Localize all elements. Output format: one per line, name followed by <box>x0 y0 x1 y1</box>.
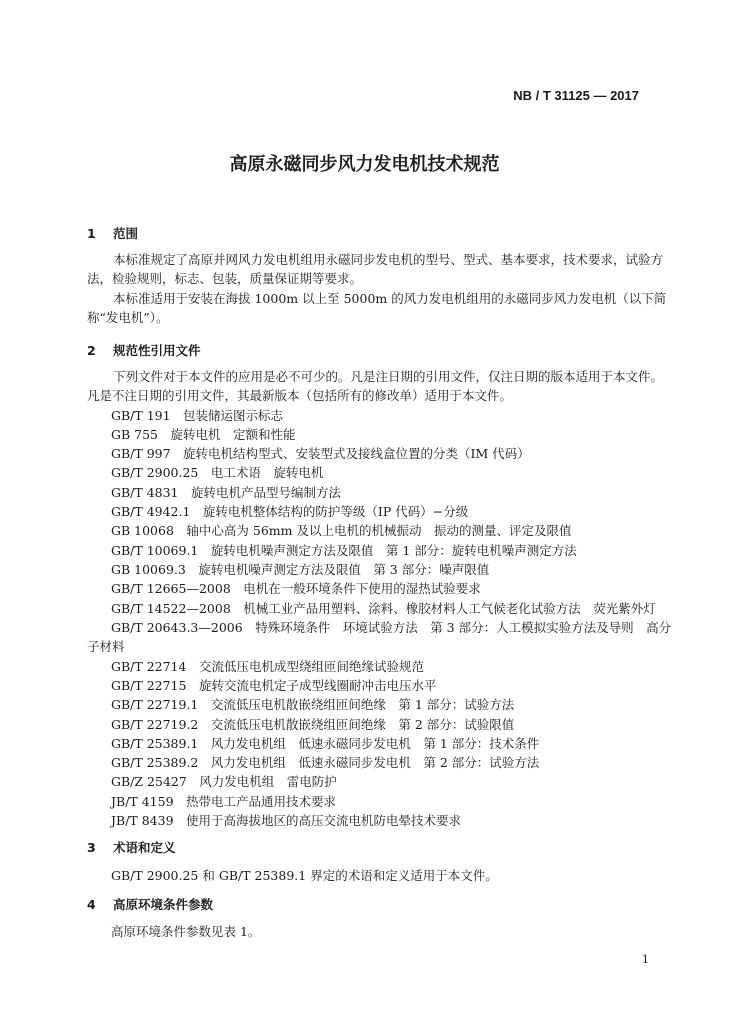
reference-item: GB/Z 25427 风力发电机组 雷电防护 <box>111 774 337 789</box>
section-2-heading <box>87 341 201 359</box>
reference-item: GB 755 旋转电机 定额和性能 <box>111 427 296 442</box>
reference-item: GB/T 25389.2 风力发电机组 低速永磁同步发电机 第 2 部分：试验方法 <box>111 755 540 770</box>
reference-item: JB/T 4159 热带电工产品通用技术要求 <box>111 794 337 809</box>
section-number: 2 <box>87 343 96 358</box>
reference-item: GB/T 2900.25 电工术语 旋转电机 <box>111 465 324 480</box>
reference-item: GB/T 14522—2008 机械工业产品用塑料、涂料、橡胶材料人工气候老化试验方法 荧光紫外灯 <box>111 601 656 616</box>
section-number: 3 <box>87 840 96 855</box>
scope-paragraph-2: 本标准适用于安装在海拔 1000m 以上至 5000m 的风力发电机组用的永磁同步风力发电机（以下简称“发电机”）。 <box>87 291 667 325</box>
reference-item: GB/T 191 包装储运图示标志 <box>111 408 284 423</box>
reference-item: GB/T 25389.1 风力发电机组 低速永磁同步发电机 第 1 部分：技术条件 <box>111 736 540 751</box>
reference-item: GB/T 22714 交流低压电机成型绕组匝间绝缘试验规范 <box>111 659 424 674</box>
reference-item: GB/T 10069.1 旋转电机噪声测定方法及限值 第 1 部分：旋转电机噪声测定方法 <box>111 543 577 558</box>
reference-item: GB/T 22719.2 交流低压电机散嵌绕组匝间绝缘 第 2 部分：试验限值 <box>111 717 515 732</box>
scope-paragraph-1: 本标准规定了高原并网风力发电机组用永磁同步发电机的型号、型式、基本要求，技术要求，试验方法，检验规则，标志、包装，质量保证期等要求。 <box>87 252 664 286</box>
terms-paragraph: GB/T 2900.25 和 GB/T 25389.1 界定的术语和定义适用于本文件。 <box>111 868 498 883</box>
references-intro: 下列文件对于本文件的应用是必不可少的。凡是注日期的引用文件，仅注日期的版本适用于本文件。凡是不注日期的引用文件，其最新版本（包括所有的修改单）适用于本文件。 <box>87 369 664 403</box>
section-title: 规范性引用文件 <box>113 343 201 358</box>
reference-item: GB/T 20643.3—2006 特殊环境条件 环境试验方法 第 3 部分：人工模拟实验方法及导则 高分 <box>111 620 672 635</box>
reference-item: GB/T 997 旋转电机结构型式、安装型式及接线盒位置的分类（IM 代码） <box>111 446 530 461</box>
reference-item: GB/T 4942.1 旋转电机整体结构的防护等级（IP 代码）−分级 <box>111 504 469 519</box>
section-title: 高原环境条件参数 <box>113 897 214 912</box>
standard-code: NB / T 31125 — 2017 <box>513 88 639 103</box>
document-title: 高原永磁同步风力发电机技术规范 <box>229 154 500 175</box>
reference-item: GB/T 12665—2008 电机在一般环境条件下使用的湿热试验要求 <box>111 581 481 596</box>
page-number: 1 <box>642 953 649 966</box>
reference-item-continuation: 子材料 <box>87 639 125 654</box>
section-1-heading <box>87 224 138 242</box>
section-number: 1 <box>87 226 96 241</box>
reference-item: GB 10068 轴中心高为 56mm 及以上电机的机械振动 振动的测量、评定及限值 <box>111 523 572 538</box>
section-title: 范围 <box>113 226 139 241</box>
environment-paragraph: 高原环境条件参数见表 1。 <box>111 924 261 939</box>
reference-item: GB/T 4831 旋转电机产品型号编制方法 <box>111 485 342 500</box>
section-number: 4 <box>87 897 96 912</box>
reference-item: GB/T 22719.1 交流低压电机散嵌绕组匝间绝缘 第 1 部分：试验方法 <box>111 697 515 712</box>
reference-item: JB/T 8439 使用于高海拔地区的高压交流电机防电晕技术要求 <box>111 813 462 828</box>
reference-item: GB 10069.3 旋转电机噪声测定方法及限值 第 3 部分：噪声限值 <box>111 562 490 577</box>
section-title: 术语和定义 <box>113 840 176 855</box>
section-4-heading <box>87 895 213 913</box>
reference-item: GB/T 22715 旋转交流电机定子成型线圈耐冲击电压水平 <box>111 678 437 693</box>
section-3-heading <box>87 838 176 856</box>
